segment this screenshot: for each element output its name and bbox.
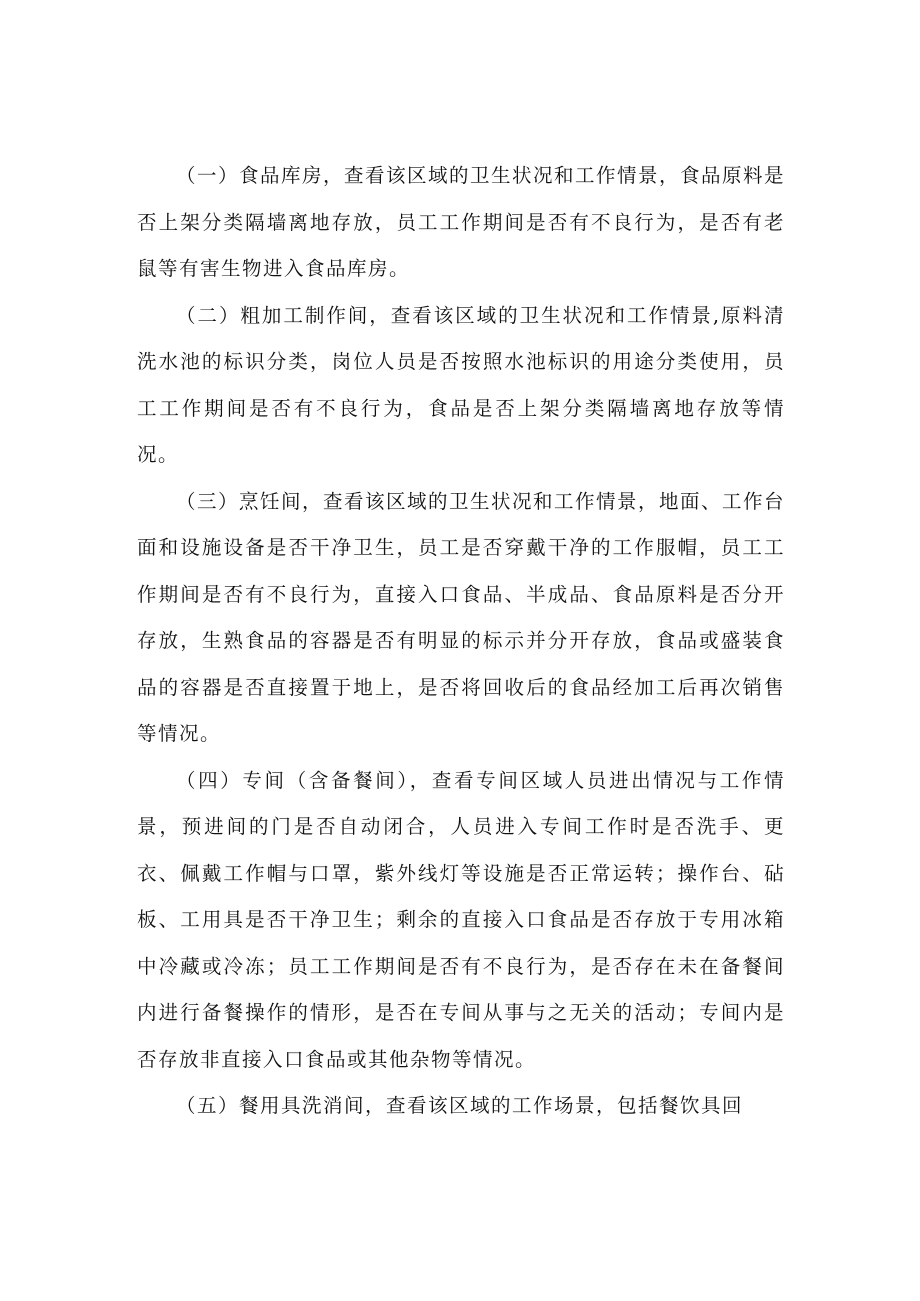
paragraph-rough-processing-room: （二）粗加工制作间，查看该区域的卫生状况和工作情景,原料清洗水池的标识分类，岗位人员是否按照水池标识的用途分类使用，员工工作期间是否有不良行为，食品是否上架分类隔墙离地存放等情况。 xyxy=(137,303,785,466)
document-body xyxy=(137,153,785,1130)
paragraph-food-storeroom: （一）食品库房，查看该区域的卫生状况和工作情景，食品原料是否上架分类隔墙离地存放，员工工作期间是否有不良行为，是否有老鼠等有害生物进入食品库房。 xyxy=(137,164,786,280)
paragraph-special-room: （四）专间（含备餐间），查看专间区域人员进出情况与工作情景，预进间的门是否自动闭合，人员进入专间工作时是否洗手、更衣、佩戴工作帽与口罩，紫外线灯等设施是否正常运转；操作台、砧板、工用具是否干净卫生；剩余的直接入口食品是否存放于专用冰箱中冷藏或冷冻；员工工作期间是否有不良行为，是否存在未在备餐间内进行备餐操作的情形，是否在专间从事与之无关的活动；专间内是否存放非直接入口食品或其他杂物等情况。 xyxy=(137,768,785,1071)
paragraph-cooking-room: （三）烹饪间，查看该区域的卫生状况和工作情景，地面、工作台面和设施设备是否干净卫生，员工是否穿戴干净的工作服帽，员工工作期间是否有不良行为，直接入口食品、半成品、食品原料是否分开存放，生熟食品的容器是否有明显的标示并分开存放，食品或盛装食品的容器是否直接置于地上，是否将回收后的食品经加工后再次销售等情况。 xyxy=(137,489,786,745)
paragraph-dishwashing-room: （五）餐用具洗消间，查看该区域的工作场景，包括餐饮具回 xyxy=(176,1094,744,1117)
